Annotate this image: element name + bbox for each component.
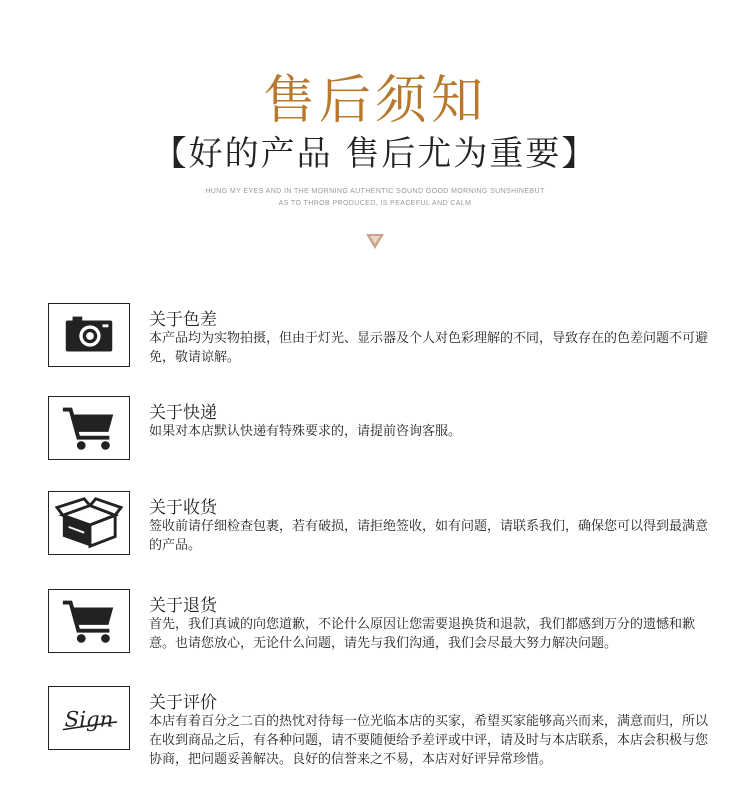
- shopping-cart-icon: [48, 589, 130, 653]
- english-tagline-line-2: AS TO THROB PRODUCED, IS PEACEFUL AND CALM: [278, 200, 472, 207]
- notice-title: 关于快递: [149, 403, 217, 423]
- notice-body: 本店有着百分之二百的热忱对待每一位光临本店的买家，希望买家能够高兴而来，满意而归，所以在收到商品之后，有各种问题，请不要随便给予差评或中评，请及时与本店联系，本店会积极与您协商，把问题妥善解决。良好的信誉来之不易，本店对好评异常珍惜。: [149, 714, 709, 767]
- shopping-cart-icon: [48, 396, 130, 460]
- notice-body: 如果对本店默认快递有特殊要求的，请提前咨询客服。: [149, 424, 462, 439]
- signature-text: Sign: [64, 707, 114, 733]
- notice-item-delivery: [48, 396, 718, 462]
- notice-item-reviews: [48, 686, 718, 767]
- notice-body: 本产品均为实物拍摄，但由于灯光、显示器及个人对色彩理解的不同，导致存在的色差问题不可避免，敬请谅解。: [149, 331, 709, 365]
- notice-title: 关于收货: [149, 498, 217, 518]
- notice-item-receipt: [48, 491, 718, 557]
- camera-icon: [48, 303, 130, 367]
- notice-item-color: [48, 303, 718, 369]
- signature-icon: [48, 686, 130, 750]
- notice-item-returns: [48, 589, 718, 655]
- notice-title: 关于退货: [149, 596, 217, 616]
- down-triangle-icon: [364, 231, 386, 251]
- page-subtitle: 【好的产品 售后尤为重要】: [152, 134, 598, 174]
- notice-title: 关于评价: [149, 693, 217, 713]
- box-icon: [48, 491, 130, 555]
- page-title: 售后须知: [262, 71, 487, 131]
- notice-body: 签收前请仔细检查包裹，若有破损，请拒绝签收，如有问题，请联系我们，确保您可以得到最满意的产品。: [149, 519, 709, 553]
- notice-body: 首先，我们真诚的向您道歉，不论什么原因让您需要退换货和退款，我们都感到万分的遗憾和歉意。也请您放心，无论什么问题，请先与我们沟通，我们会尽最大努力解决问题。: [149, 617, 696, 651]
- english-tagline-line-1: HUNG MY EYES AND IN THE MORNING AUTHENTIC SOUND GOOD MORNING SUNSHINEBUT: [205, 188, 545, 195]
- notice-title: 关于色差: [149, 310, 217, 330]
